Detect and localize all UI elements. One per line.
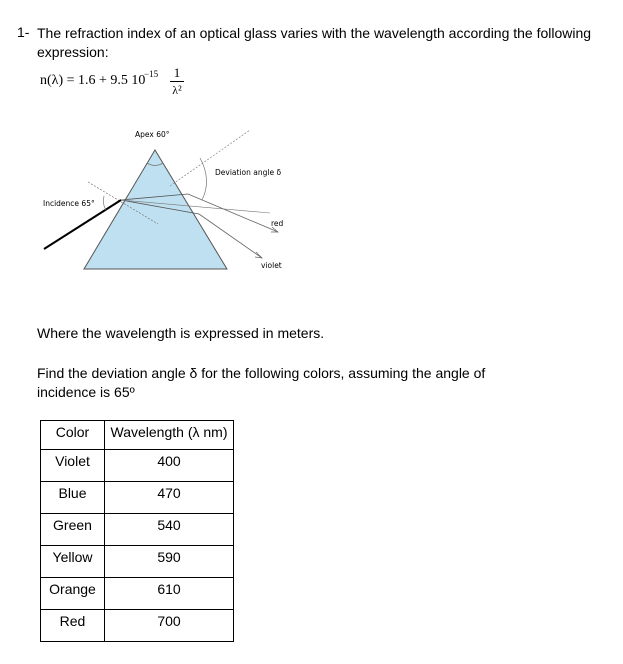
cell-color: Yellow — [41, 546, 105, 578]
formula-denominator: λ² — [172, 83, 182, 97]
table-row — [41, 546, 234, 578]
table-row — [41, 514, 234, 546]
cell-wavelength: 400 — [105, 450, 234, 482]
table-row — [41, 610, 234, 642]
deviation-angle-arc — [200, 158, 207, 200]
cell-wavelength: 540 — [105, 514, 234, 546]
wavelength-note: Where the wavelength is expressed in meters. — [37, 325, 325, 341]
violet-label: violet — [261, 261, 282, 270]
red-label: red — [271, 219, 284, 228]
deviation-label: Deviation angle δ — [215, 168, 282, 177]
table-row — [41, 482, 234, 514]
cell-color: Red — [41, 610, 105, 642]
table-header-row — [41, 421, 234, 450]
formula-main: n(λ) = 1.6 + 9.5 10 — [40, 73, 146, 88]
question-text: The refraction index of an optical glass varies with the wavelength according the following expression: — [37, 25, 592, 60]
table-row — [41, 578, 234, 610]
cell-wavelength: 470 — [105, 482, 234, 514]
cell-wavelength: 610 — [105, 578, 234, 610]
cell-color: Violet — [41, 450, 105, 482]
table-row — [41, 450, 234, 482]
formula-exponent: −15 — [144, 69, 159, 79]
wavelength-table — [40, 420, 234, 642]
cell-color: Blue — [41, 482, 105, 514]
cell-color: Green — [41, 514, 105, 546]
apex-label: Apex 60° — [135, 130, 170, 139]
cell-wavelength: 590 — [105, 546, 234, 578]
task-text: Find the deviation angle δ for the following colors, assuming the angle of incidence is 65º — [37, 365, 486, 400]
header-color: Color — [41, 421, 105, 450]
normal-exit — [170, 130, 250, 186]
cell-wavelength: 700 — [105, 610, 234, 642]
violet-arrowhead — [255, 252, 262, 258]
prism-diagram — [0, 118, 623, 278]
cell-color: Orange — [41, 578, 105, 610]
incidence-label: Incidence 65° — [43, 199, 95, 208]
header-wavelength: Wavelength (λ nm) — [105, 421, 234, 450]
formula-numerator: 1 — [173, 65, 181, 80]
formula-fraction — [170, 66, 184, 97]
fraction-bar — [170, 81, 184, 82]
question-number: 1- — [17, 24, 30, 40]
incidence-angle-arc — [103, 196, 106, 210]
